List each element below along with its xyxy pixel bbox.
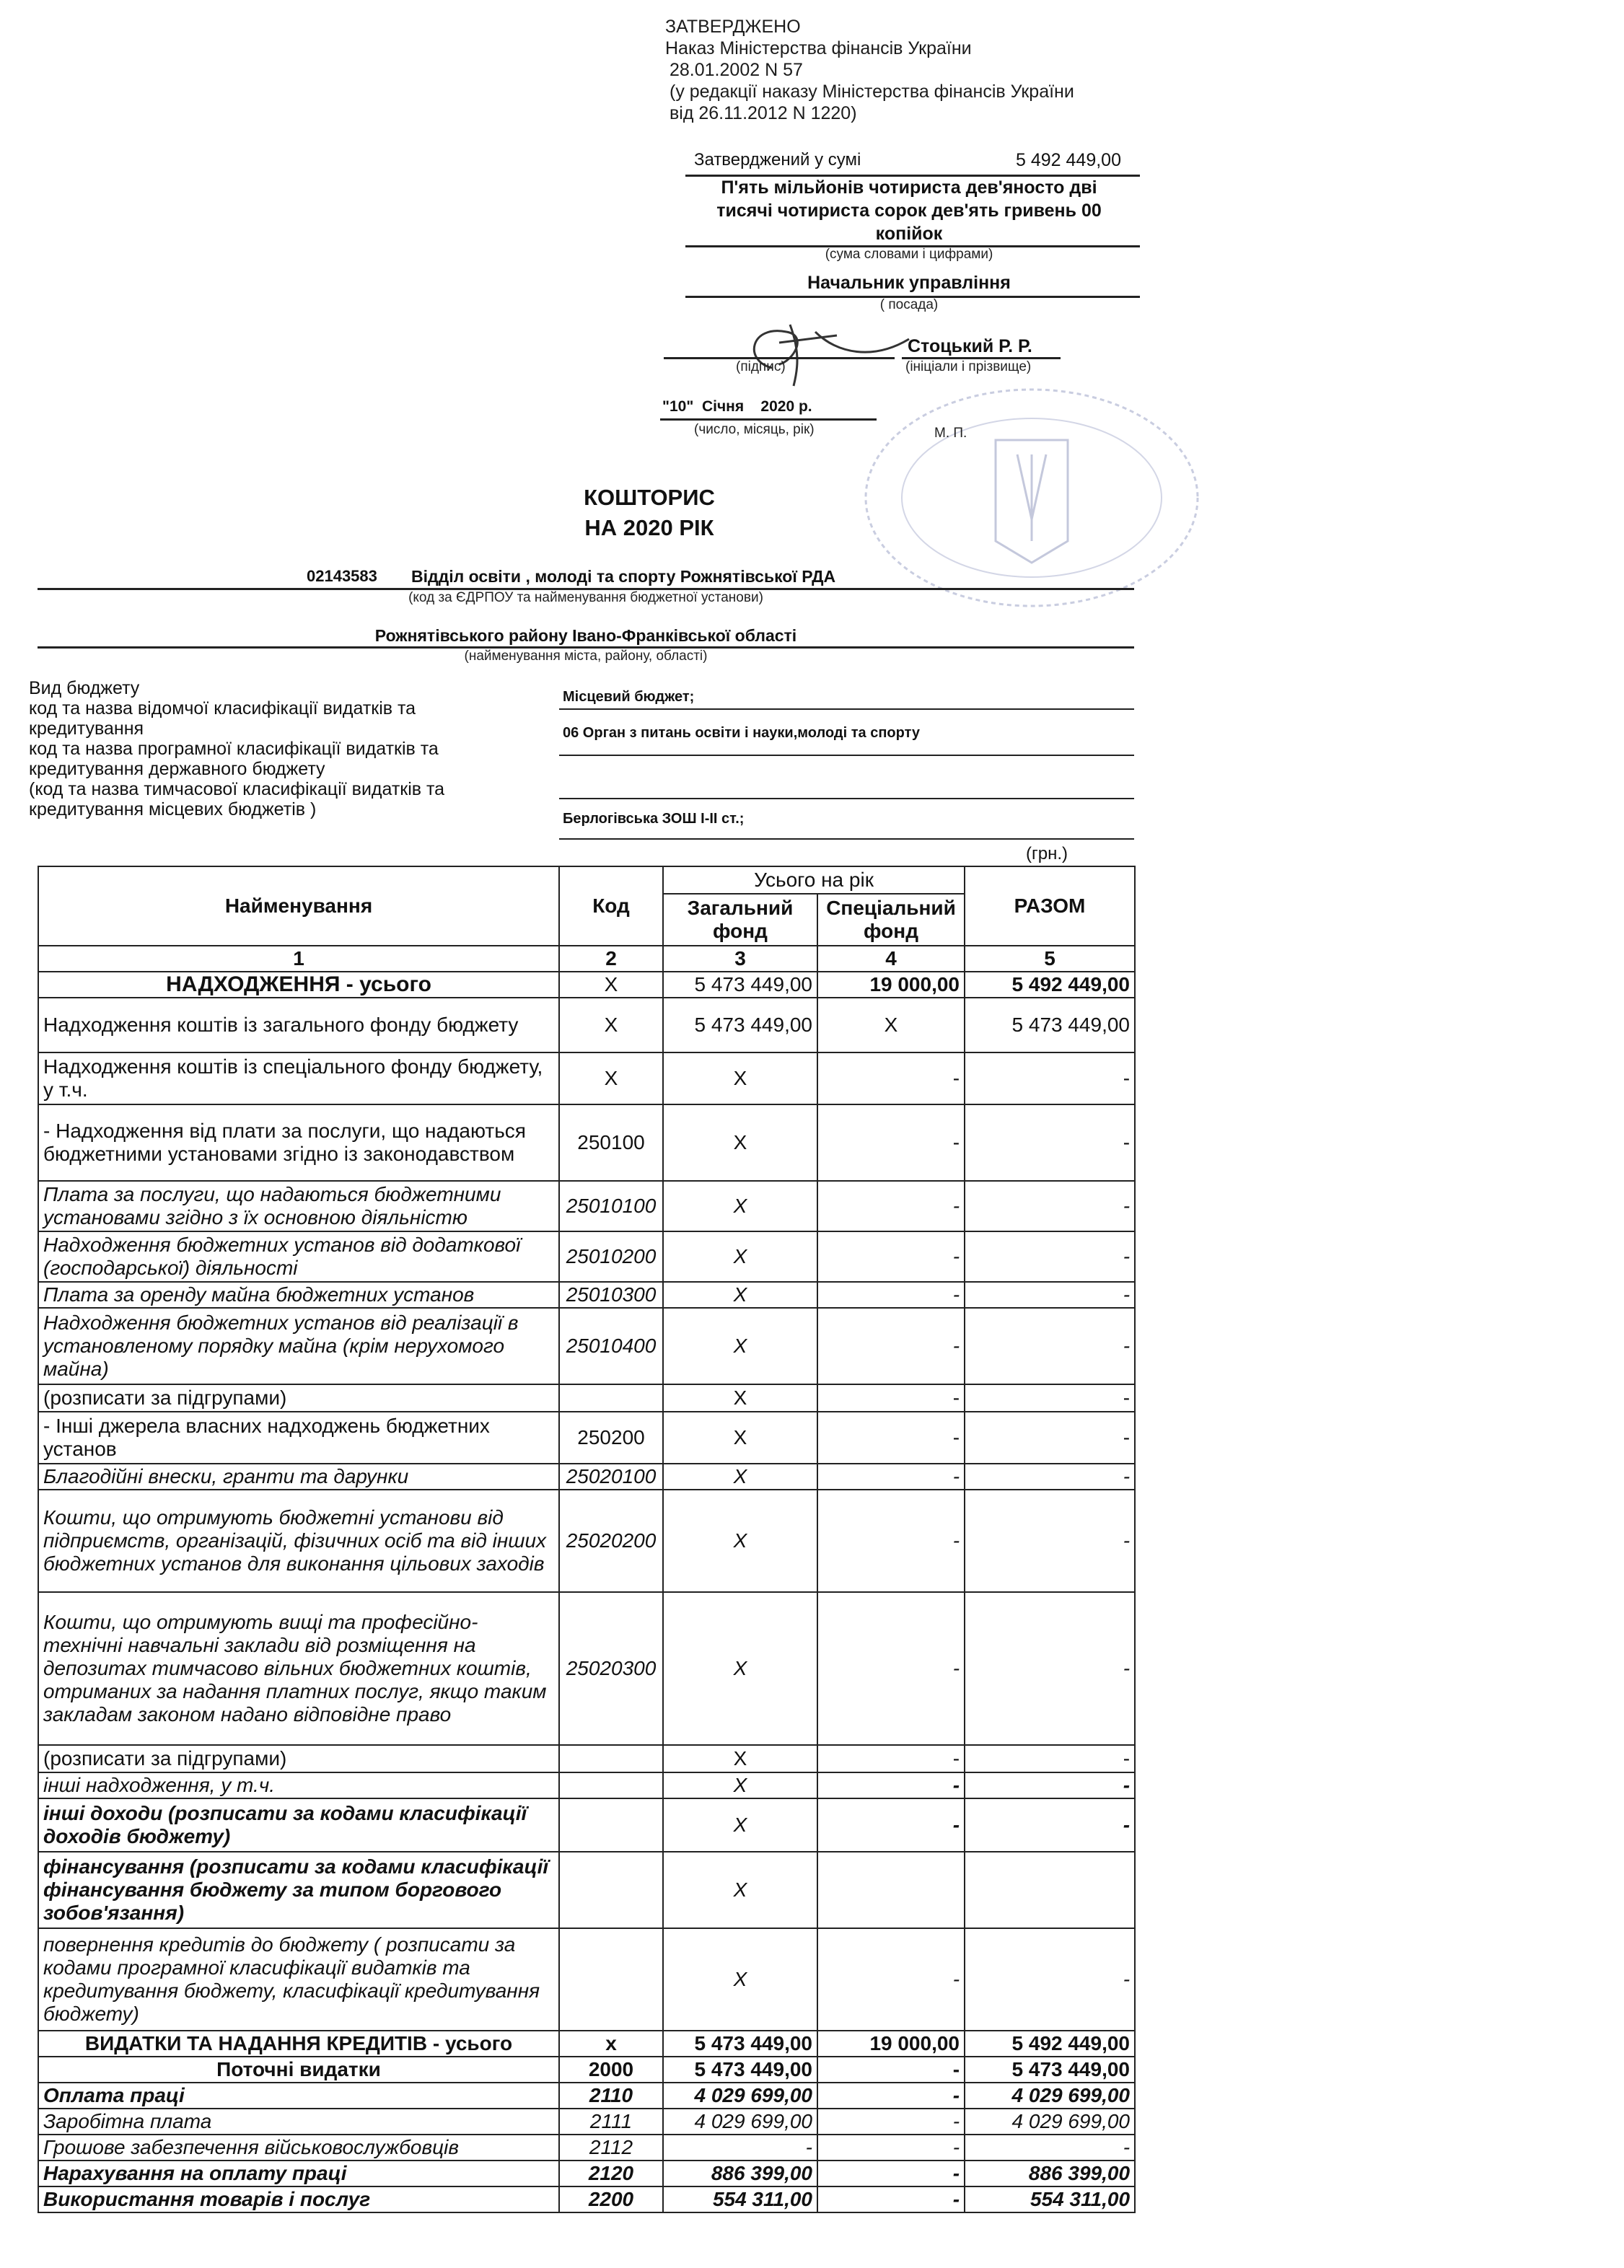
row-sum: - xyxy=(965,1308,1135,1384)
row-sum: - xyxy=(965,1928,1135,2031)
row-sum: 554 311,00 xyxy=(965,2186,1135,2212)
row-general: Х xyxy=(663,1798,817,1852)
row-sum: - xyxy=(965,1181,1135,1231)
label-temp-class-2: кредитування місцевих бюджетів ) xyxy=(29,799,317,819)
row-general: 5 473 449,00 xyxy=(663,2057,817,2083)
label-dept-class: код та назва відомчої класифікації видатків та xyxy=(29,698,416,718)
label-program-class-2: кредитування державного бюджету xyxy=(29,759,325,779)
row-code: 2111 xyxy=(559,2109,663,2135)
label-temp-class: (код та назва тимчасової класифікації видатків та xyxy=(29,779,445,799)
sum-caption: (сума словами і цифрами) xyxy=(825,247,993,262)
header-name: Найменування xyxy=(38,866,559,946)
row-special: - xyxy=(817,1282,965,1308)
approval-revision: (у редакції наказу Міністерства фінансів України xyxy=(670,82,1074,102)
row-sum: - xyxy=(965,1282,1135,1308)
row-general: Х xyxy=(663,1104,817,1181)
row-code xyxy=(559,1772,663,1798)
table-row xyxy=(38,1928,1135,2031)
row-name: фінансування (розписати за кодами класифікації фінансування бюджету за типом боргового зобов'язання) xyxy=(38,1852,559,1928)
row-sum xyxy=(965,1852,1135,1928)
initials-caption: (ініціали і прізвище) xyxy=(905,359,1032,374)
row-special: - xyxy=(817,1181,965,1231)
estimate-table xyxy=(38,866,1136,2213)
row-general: 4 029 699,00 xyxy=(663,2109,817,2135)
row-name: (розписати за підгрупами) xyxy=(38,1384,559,1412)
table-row xyxy=(38,1852,1135,1928)
row-sum: - xyxy=(965,1231,1135,1282)
row-code: 25020300 xyxy=(559,1592,663,1745)
table-row xyxy=(38,2186,1135,2212)
row-special xyxy=(817,1852,965,1928)
table-row xyxy=(38,1282,1135,1308)
row-code: 2200 xyxy=(559,2186,663,2212)
row-general: Х xyxy=(663,1384,817,1412)
row-code: 2110 xyxy=(559,2083,663,2109)
row-name: Благодійні внески, гранти та дарунки xyxy=(38,1464,559,1490)
position-title: Начальник управління xyxy=(807,273,1011,293)
institution-location: Рожнятівського району Івано-Франківської області xyxy=(374,626,797,645)
row-special: 19 000,00 xyxy=(817,972,965,998)
table-row xyxy=(38,1181,1135,1231)
row-special: - xyxy=(817,1052,965,1104)
row-general: Х xyxy=(663,1490,817,1592)
row-code: 250200 xyxy=(559,1412,663,1464)
approval-order-date: 28.01.2002 N 57 xyxy=(670,60,803,80)
row-special: - xyxy=(817,1928,965,2031)
table-row xyxy=(38,1798,1135,1852)
table-row xyxy=(38,1384,1135,1412)
header-special-fund: Спеціальний фонд xyxy=(817,894,965,946)
row-name: Плата за послуги, що надаються бюджетними установами згідно з їх основною діяльністю xyxy=(38,1181,559,1231)
row-general: Х xyxy=(663,1231,817,1282)
row-sum: 886 399,00 xyxy=(965,2161,1135,2186)
header-general-fund: Загальний фонд xyxy=(663,894,817,946)
header-col-5: 5 xyxy=(965,946,1135,972)
row-general: Х xyxy=(663,1745,817,1772)
row-special: - xyxy=(817,1490,965,1592)
row-sum: - xyxy=(965,1104,1135,1181)
row-name: Поточні видатки xyxy=(38,2057,559,2083)
header-col-1: 1 xyxy=(38,946,559,972)
row-code: 2120 xyxy=(559,2161,663,2186)
approval-block xyxy=(665,16,1074,124)
approval-date: "10" Січня 2020 р. xyxy=(662,398,812,415)
row-general: Х xyxy=(663,1592,817,1745)
table-row xyxy=(38,1104,1135,1181)
school-value: Берлогівська ЗОШ І-ІІ ст.; xyxy=(563,811,745,827)
row-special: - xyxy=(817,1464,965,1490)
table-row xyxy=(38,2057,1135,2083)
row-special: Х xyxy=(817,998,965,1052)
row-code xyxy=(559,1384,663,1412)
row-name: (розписати за підгрупами) xyxy=(38,1745,559,1772)
row-general: Х xyxy=(663,1052,817,1104)
row-name: НАДХОДЖЕННЯ - усього xyxy=(38,972,559,998)
approved-sum-words-line1: П'ять мільйонів чотириста дев'яносто дві xyxy=(721,177,1097,198)
institution-caption: (код за ЄДРПОУ та найменування бюджетної установи) xyxy=(408,590,763,605)
row-name: Кошти, що отримують вищі та професійно-технічні навчальні заклади від розміщення на депозитах тимчасово вільних бюджетних коштів, отриманих за надання платних послуг, якщо таким закладам законом надано відповідне право xyxy=(38,1592,559,1745)
table-row xyxy=(38,2161,1135,2186)
date-caption: (число, місяць, рік) xyxy=(694,422,815,437)
table-row xyxy=(38,1412,1135,1464)
row-name: Надходження коштів із спеціального фонду бюджету, у т.ч. xyxy=(38,1052,559,1104)
table-row xyxy=(38,2135,1135,2161)
row-general: Х xyxy=(663,1308,817,1384)
table-row xyxy=(38,972,1135,998)
table-row xyxy=(38,1464,1135,1490)
row-code: 25010100 xyxy=(559,1181,663,1231)
row-special: - xyxy=(817,2057,965,2083)
position-caption: ( посада) xyxy=(879,297,939,312)
institution-name: Відділ освіти , молоді та спорту Рожнятівської РДА xyxy=(411,567,836,586)
row-code: 25010200 xyxy=(559,1231,663,1282)
row-code xyxy=(559,1745,663,1772)
row-code xyxy=(559,1928,663,2031)
label-program-class: код та назва програмної класифікації видатків та xyxy=(29,739,439,759)
table-row xyxy=(38,1308,1135,1384)
approved-sum-words-line3: копійок xyxy=(875,224,943,244)
row-special: - xyxy=(817,1592,965,1745)
row-sum: 5 492 449,00 xyxy=(965,2031,1135,2057)
row-sum: 4 029 699,00 xyxy=(965,2083,1135,2109)
row-code: Х xyxy=(559,998,663,1052)
row-name: повернення кредитів до бюджету ( розписати за кодами програмної класифікації видатків та кредитування бюджету, класифікації кредитування бюджету) xyxy=(38,1928,559,2031)
seal-label: М. П. xyxy=(934,426,967,441)
row-code: 25020200 xyxy=(559,1490,663,1592)
currency-unit: (грн.) xyxy=(1026,844,1068,863)
approved-sum-label: Затверджений у сумі xyxy=(694,150,861,170)
document-title: КОШТОРИС xyxy=(584,485,715,510)
row-general: Х xyxy=(663,1412,817,1464)
row-name: Заробітна плата xyxy=(38,2109,559,2135)
approved-sum-value: 5 492 449,00 xyxy=(1016,150,1121,170)
row-general: Х xyxy=(663,1464,817,1490)
row-code: Х xyxy=(559,1052,663,1104)
table-row xyxy=(38,1231,1135,1282)
row-sum: 4 029 699,00 xyxy=(965,2109,1135,2135)
row-sum: - xyxy=(965,1745,1135,1772)
row-sum: - xyxy=(965,1412,1135,1464)
row-name: Надходження коштів із загального фонду бюджету xyxy=(38,998,559,1052)
row-sum: - xyxy=(965,1798,1135,1852)
table-row xyxy=(38,998,1135,1052)
department-value: 06 Орган з питань освіти і науки,молоді та спорту xyxy=(563,725,920,741)
row-sum: 5 473 449,00 xyxy=(965,998,1135,1052)
label-budget-type: Вид бюджету xyxy=(29,678,140,698)
row-name: Надходження бюджетних установ від додаткової (господарської) діяльності xyxy=(38,1231,559,1282)
row-code: 25010400 xyxy=(559,1308,663,1384)
row-code: 2000 xyxy=(559,2057,663,2083)
row-code xyxy=(559,1798,663,1852)
row-special: - xyxy=(817,2161,965,2186)
table-row xyxy=(38,2031,1135,2057)
row-name: - Надходження від плати за послуги, що надаються бюджетними установами згідно із законодавством xyxy=(38,1104,559,1181)
row-name: Надходження бюджетних установ від реалізації в установленому порядку майна (крім нерухомого майна) xyxy=(38,1308,559,1384)
document-year: НА 2020 РІК xyxy=(584,515,714,540)
row-special: - xyxy=(817,1384,965,1412)
row-special: - xyxy=(817,1798,965,1852)
row-special: - xyxy=(817,1772,965,1798)
row-code: х xyxy=(559,2031,663,2057)
row-special: - xyxy=(817,2135,965,2161)
row-general: 554 311,00 xyxy=(663,2186,817,2212)
row-special: - xyxy=(817,1231,965,1282)
row-special: - xyxy=(817,2083,965,2109)
row-general: - xyxy=(663,2135,817,2161)
row-special: - xyxy=(817,1104,965,1181)
row-sum: - xyxy=(965,1052,1135,1104)
row-general: 886 399,00 xyxy=(663,2161,817,2186)
row-sum: - xyxy=(965,1592,1135,1745)
row-special: - xyxy=(817,1745,965,1772)
label-dept-class-2: кредитування xyxy=(29,718,144,739)
row-name: ВИДАТКИ ТА НАДАННЯ КРЕДИТІВ - усього xyxy=(38,2031,559,2057)
approval-revision-date: від 26.11.2012 N 1220) xyxy=(670,103,857,123)
row-general: Х xyxy=(663,1852,817,1928)
row-sum: - xyxy=(965,1464,1135,1490)
row-name: Грошове забезпечення військовослужбовців xyxy=(38,2135,559,2161)
row-general: 5 473 449,00 xyxy=(663,2031,817,2057)
row-general: Х xyxy=(663,1282,817,1308)
row-name: інші надходження, у т.ч. xyxy=(38,1772,559,1798)
row-name: Нарахування на оплату праці xyxy=(38,2161,559,2186)
row-special: - xyxy=(817,1308,965,1384)
row-special: - xyxy=(817,1412,965,1464)
row-sum: 5 473 449,00 xyxy=(965,2057,1135,2083)
header-total-year: Усього на рік xyxy=(663,866,965,894)
location-caption: (найменування міста, району, області) xyxy=(464,649,708,664)
row-name: Використання товарів і послуг xyxy=(38,2186,559,2212)
row-code: 25010300 xyxy=(559,1282,663,1308)
row-general: Х xyxy=(663,1928,817,2031)
classification-labels xyxy=(29,678,534,819)
row-code: 2112 xyxy=(559,2135,663,2161)
table-row xyxy=(38,2083,1135,2109)
row-name: Плата за оренду майна бюджетних установ xyxy=(38,1282,559,1308)
row-name: Кошти, що отримують бюджетні установи від підприємств, організацій, фізичних осіб та від інших бюджетних установ для виконання цільових заходів xyxy=(38,1490,559,1592)
header-sum: РАЗОМ xyxy=(965,866,1135,946)
table-row xyxy=(38,2109,1135,2135)
row-general: Х xyxy=(663,1181,817,1231)
table-row xyxy=(38,1490,1135,1592)
approved-sum-words xyxy=(678,176,1140,245)
row-sum: - xyxy=(965,1384,1135,1412)
row-name: - Інші джерела власних надходжень бюджетних установ xyxy=(38,1412,559,1464)
approval-heading: ЗАТВЕРДЖЕНО xyxy=(665,17,801,37)
budget-type-value: Місцевий бюджет; xyxy=(563,689,695,705)
row-code xyxy=(559,1852,663,1928)
signature-caption: (підпис) xyxy=(736,359,786,374)
row-special: - xyxy=(817,2109,965,2135)
table-row xyxy=(38,1592,1135,1745)
row-general: 4 029 699,00 xyxy=(663,2083,817,2109)
header-col-3: 3 xyxy=(663,946,817,972)
row-name: Оплата праці xyxy=(38,2083,559,2109)
table-row xyxy=(38,1052,1135,1104)
row-general: 5 473 449,00 xyxy=(663,998,817,1052)
table-row xyxy=(38,1772,1135,1798)
row-special: 19 000,00 xyxy=(817,2031,965,2057)
row-code: Х xyxy=(559,972,663,998)
edrpou-code: 02143583 xyxy=(307,567,377,585)
table-row xyxy=(38,1745,1135,1772)
row-sum: - xyxy=(965,1772,1135,1798)
header-code: Код xyxy=(559,866,663,946)
row-code: 25020100 xyxy=(559,1464,663,1490)
row-special: - xyxy=(817,2186,965,2212)
approved-sum-words-line2: тисячі чотириста сорок дев'ять гривень 00 xyxy=(716,201,1102,221)
header-col-4: 4 xyxy=(817,946,965,972)
row-sum: - xyxy=(965,2135,1135,2161)
approval-order: Наказ Міністерства фінансів України xyxy=(665,38,972,58)
signer-name: Стоцький Р. Р. xyxy=(908,336,1032,356)
row-sum: - xyxy=(965,1490,1135,1592)
row-sum: 5 492 449,00 xyxy=(965,972,1135,998)
row-general: Х xyxy=(663,1772,817,1798)
row-name: інші доходи (розписати за кодами класифікації доходів бюджету) xyxy=(38,1798,559,1852)
row-code: 250100 xyxy=(559,1104,663,1181)
row-general: 5 473 449,00 xyxy=(663,972,817,998)
header-col-2: 2 xyxy=(559,946,663,972)
